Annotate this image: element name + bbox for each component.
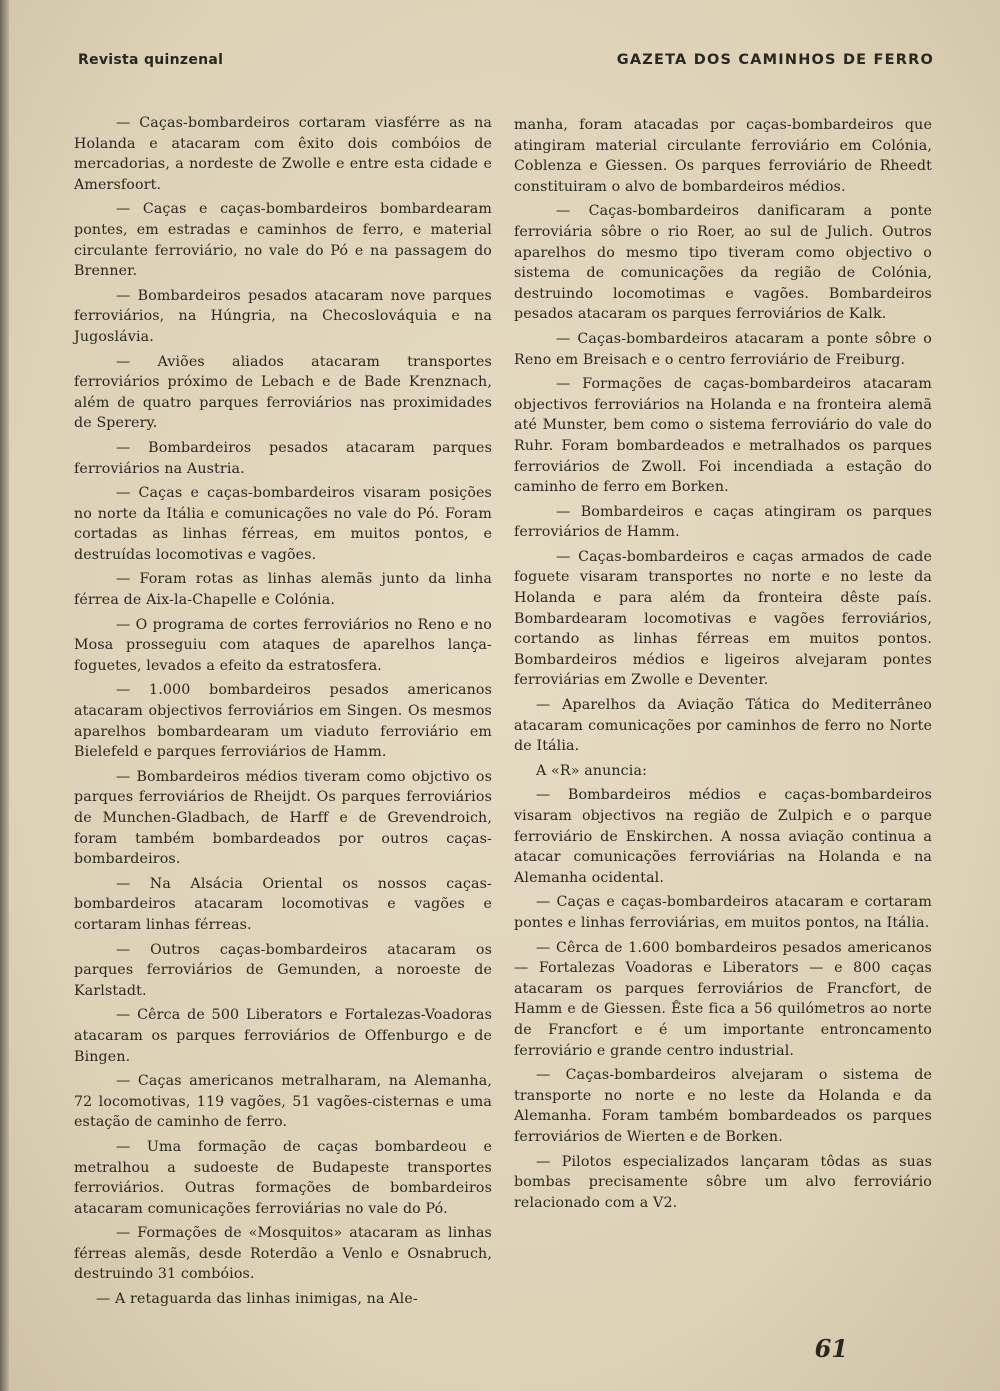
page-binding-edge [0,0,9,1391]
paragraph: — Bombardeiros e caças atingiram os parques ferroviários de Hamm. [514,503,932,541]
paragraph: — Caças-bombardeiros e caças armados de cade foguete visaram transportes no norte e no leste da Holanda e para além da fronteira dêste país. Bombardearam locomotivas e vagões ferroviários, cortando as linhas férreas em muitos pontos. Bombardeiros médios e ligeiros alvejaram pontes ferroviárias em Zwolle e Deventer. [514,548,932,689]
paragraph: — Caças e caças-bombardeiros bombardearam pontes, em estradas e caminhos de ferro, e material circulante ferroviário, no vale do Pó e na passagem do Brenner. [74,201,492,280]
paragraph: — O programa de cortes ferroviários no Reno e no Mosa prosseguiu com ataques de aparelhos lança-foguetes, levados a efeito da estratosfera. [74,616,492,674]
paragraph: — Caças-bombardeiros atacaram a ponte sôbre o Reno em Breisach e o centro ferroviário de Freiburg. [514,330,932,368]
paragraph: — Caças-bombardeiros cortaram viasférre as na Holanda e atacaram com êxito dois combóios de mercadorias, a nordeste de Zwolle e entre esta cidade e Amersfoort. [74,115,492,193]
paragraph: — Bombardeiros médios e caças-bombardeiros visaram objectivos na região de Zulpich e o parque ferroviário de Enskirchen. A nossa aviação continua a atacar comunicações ferroviárias na Holanda e na Alemanha ocidental. [514,787,932,886]
header-publication-title: GAZETA DOS CAMINHOS DE FERRO [616,52,934,68]
paragraph: — Cêrca de 1.600 bombardeiros pesados americanos — Fortalezas Voadoras e Liberators — e 800 caças atacaram os parques ferroviários de Francfort, de Hamm e de Giessen. Êste fica a 56 quilómetros ao norte de Francfort e é um importante entroncamento ferroviário e grande centro industrial. [514,939,932,1059]
paragraph: manha, foram atacadas por caças-bombardeiros que atingiram material circulante ferroviário em Colónia, Coblenza e Giessen. Os parques ferroviário de Rheedt constituiram o alvo de bombardeiros médios. [514,117,932,195]
paragraph: — Outros caças-bombardeiros atacaram os parques ferroviários de Gemunden, a noroeste de Karlstadt. [74,941,492,999]
paragraph: — Pilotos especializados lançaram tôdas as suas bombas precisamente sôbre um alvo ferroviário relacionado com a V2. [514,1153,932,1211]
left-text-column [74,113,492,1314]
paragraph: — A retaguarda das linhas inimigas, na Ale- [96,1291,418,1308]
page-number: 61 [814,1334,848,1363]
paragraph: — 1.000 bombardeiros pesados americanos atacaram objectivos ferroviários em Singen. Os mesmos aparelhos bombardearam um viaduto ferroviário em Bielefeld e parques ferroviários de Hamm. [74,682,492,761]
paragraph: — Formações de caças-bombardeiros atacaram objectivos ferroviários na Holanda e na fronteira alemã até Munster, bem como o sistema ferroviário do vale do Ruhr. Foram bombardeados e metralhados os parques ferroviários de Zwoll. Foi incendiada a estação do caminho de ferro em Borken. [514,376,932,496]
paragraph: — Caças-bombardeiros danificaram a ponte ferroviária sôbre o rio Roer, ao sul de Julich. Outros aparelhos do mesmo tipo tiveram como objectivo o sistema de comunicações da região de Colónia, destruindo locomotimas e vagões. Bombardeiros pesados atacaram os parques ferroviários de Kalk. [514,203,932,323]
paragraph: — Caças e caças-bombardeiros atacaram e cortaram pontes e linhas ferroviárias, em muitos pontos, na Itália. [514,894,932,931]
paragraph: — Cêrca de 500 Liberators e Fortalezas-Voadoras atacaram os parques ferroviários de Offenburgo e de Bingen. [74,1007,492,1065]
paragraph: — Bombardeiros médios tiveram como objctivo os parques ferroviários de Rheijdt. Os parques ferroviários de Munchen-Gladbach, de Harff e de Grevendroich, foram também bombardeados por outros caças-bombardeiros. [74,768,492,868]
paragraph: — Foram rotas as linhas alemãs junto da linha férrea de Aix-la-Chapelle e Colónia. [74,571,492,609]
paragraph: — Caças americanos metralharam, na Alemanha, 72 locomotivas, 119 vagões, 51 vagões-cisternas e uma estação de caminho de ferro. [74,1073,492,1131]
paragraph: — Bombardeiros pesados atacaram parques ferroviários na Austria. [74,439,492,477]
paragraph: — Caças-bombardeiros alvejaram o sistema de transporte no norte e no leste da Holanda e da Alemanha. Foram também bombardeados os parques ferroviários de Wierten e de Borken. [514,1067,932,1145]
paragraph: — Uma formação de caças bombardeou e metralhou a sudoeste de Budapeste transportes ferroviários. Outras formações de bombardeiros atacaram comunicações ferroviárias no vale do Pó. [74,1138,492,1217]
header-publication-frequency: Revista quinzenal [78,52,224,68]
paragraph: — Aparelhos da Aviação Tática do Mediterrâneo atacaram comunicações por caminhos de ferro no Norte de Itália. [514,697,932,755]
paragraph: — Na Alsácia Oriental os nossos caças-bombardeiros atacaram locomotivas e vagões e cortaram linhas férreas. [74,875,492,933]
right-text-column [514,115,932,1217]
paragraph: — Formações de «Mosquitos» atacaram as linhas férreas alemãs, desde Roterdão a Venlo e Osnabruch, destruindo 31 combóios. [74,1225,492,1283]
paragraph: — Bombardeiros pesados atacaram nove parques ferroviários, na Húngria, na Checoslováquia e na Jugoslávia. [74,287,492,345]
paragraph: — Aviões aliados atacaram transportes ferroviários próximo de Lebach e de Bade Krenznach, além de quatro parques ferroviários nas proximidades de Sperery. [74,353,492,432]
paragraph: — Caças e caças-bombardeiros visaram posições no norte da Itália e comunicações no vale do Pó. Foram cortadas as linhas férreas, em muitos pontos, e destruídas locomotivas e vagões. [74,485,492,563]
subheading: A «R» anuncia: [536,762,648,779]
